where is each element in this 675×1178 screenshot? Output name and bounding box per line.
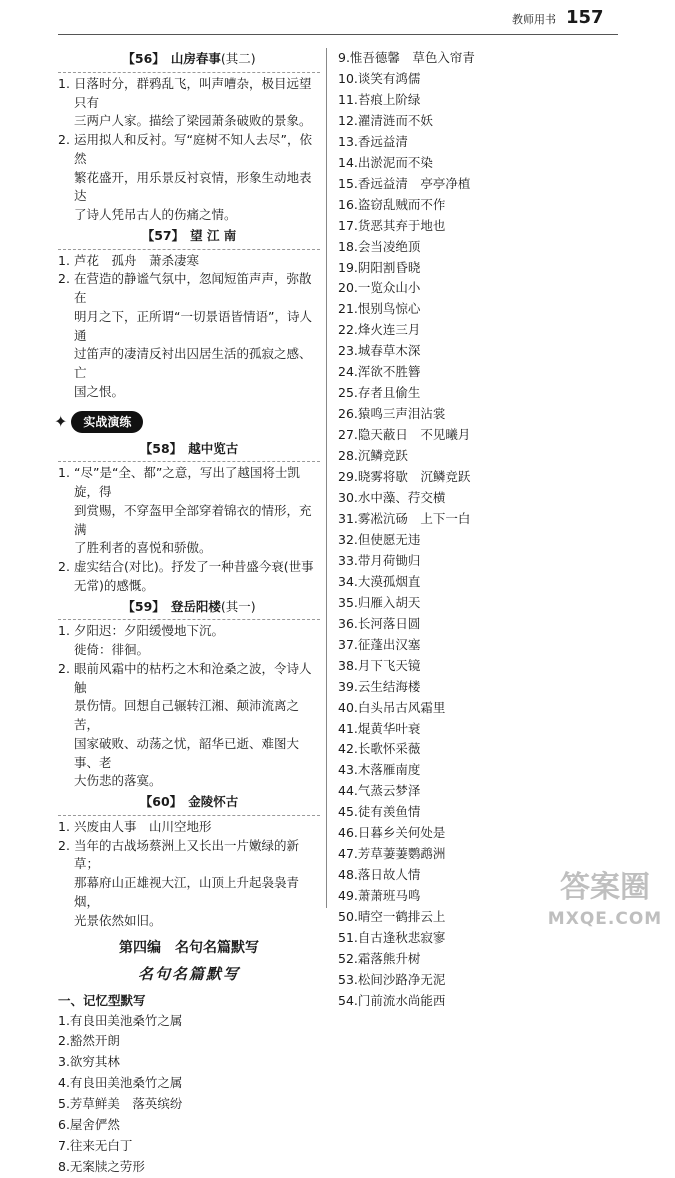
list-item: 20.一览众山小: [338, 280, 421, 296]
section-divider: [58, 815, 320, 816]
list-item: 5.芳草鲜美 落英缤纷: [58, 1096, 183, 1112]
answer-text: 芦花 孤舟 萧杀凄寒: [74, 252, 200, 268]
answer-line: [58, 345, 320, 383]
list-item: 19.阴阳割昏晓: [338, 259, 421, 275]
answer-text: 了胜利者的喜悦和骄傲。: [74, 540, 212, 556]
watermark-text: 答案圈: [560, 870, 650, 905]
answer-text: 虚实结合(对比)。抒发了一种昔盛今衰(世事: [74, 559, 314, 574]
answer-line: [58, 169, 320, 207]
column-divider: [326, 48, 327, 908]
list-item: 3.欲穷其林: [58, 1054, 120, 1070]
answer-text: 当年的古战场蔡洲上又长出一片嫩绿的新草；: [74, 837, 300, 872]
answer-text: 明月之下，正所谓“一切景语皆情语”，诗人通: [74, 308, 312, 343]
banner-label: 实战演练: [71, 411, 143, 433]
answer-line: [58, 112, 320, 131]
list-item: 7.往来无白丁: [58, 1138, 133, 1154]
list-item: 37.征蓬出汉塞: [338, 636, 421, 652]
answer-number: 2.: [58, 271, 70, 287]
answer-text: 到赏赐，不穿盔甲全部穿着锦衣的情形，充满: [74, 502, 312, 537]
list-item: 31.雾凇沆砀 上下一白: [338, 510, 471, 526]
right-column: [338, 48, 598, 1012]
list-item: 13.香远益清: [338, 133, 408, 149]
section-subtitle: (其二): [220, 51, 256, 66]
list-item: 8.无案牍之劳形: [58, 1159, 145, 1175]
answer-number: 1.: [58, 252, 70, 268]
watermark-logo: [540, 870, 670, 946]
answer-text: 三两户人家。描绘了梁园萧条破败的景象。: [74, 113, 312, 129]
list-item: 23.城春草木深: [338, 343, 421, 359]
answer-line: [58, 206, 320, 225]
answer-text: 眼前风霜中的枯朽之木和沧桑之波，令诗人触: [74, 660, 312, 695]
list-item: 21.恨别鸟惊心: [338, 301, 421, 317]
answer-line: [58, 772, 320, 791]
answer-number: 2.: [58, 132, 70, 147]
answer-number: 2.: [58, 837, 70, 853]
banner-mark-icon: ✦: [54, 411, 68, 431]
list-item: 2.豁然开朗: [58, 1033, 120, 1049]
section-title: [58, 50, 320, 69]
list-item: 32.但使愿无违: [338, 531, 421, 547]
section-name: 越中览古: [188, 440, 239, 456]
section-subtitle: (其一): [220, 598, 256, 614]
answer-line: [58, 818, 320, 837]
list-item: 41.焜黄华叶衰: [338, 720, 421, 736]
answer-line: [58, 660, 320, 698]
list-item: 43.木落雁南度: [338, 762, 421, 778]
section-divider: [58, 461, 320, 462]
list-item: 4.有良田美池桑竹之属: [58, 1075, 183, 1091]
section-number: 【57】: [141, 227, 185, 243]
answer-text: 国之恨。: [74, 383, 125, 399]
answer-text: 徙倚：徘徊。: [74, 642, 150, 657]
section-number: 【59】: [122, 598, 165, 614]
answer-line: [58, 837, 320, 875]
section-title: [58, 793, 320, 812]
answer-line: [58, 131, 320, 169]
section-divider: [58, 249, 320, 250]
answer-text: 国家破败、动荡之忧，韶华已逝、难图大事、老: [74, 735, 300, 770]
answer-number: 2.: [58, 660, 70, 676]
header-rule: [58, 34, 618, 35]
list-item: 35.归雁入胡天: [338, 594, 421, 610]
answer-line: [58, 383, 320, 402]
answer-text: 景伤情。回想自己辗转江湘、颠沛流离之苦，: [74, 698, 300, 732]
answer-text: 了诗人凭吊古人的伤痛之情。: [74, 207, 237, 222]
list-item: 17.货恶其弃于地也: [338, 217, 446, 233]
list-item: 26.猿鸣三声泪沾裳: [338, 406, 446, 422]
answer-line: [58, 641, 320, 660]
answer-text: 兴废由人事 山川空地形: [74, 818, 212, 834]
list-item: 11.苔痕上阶绿: [338, 91, 421, 107]
part-title: 第四编 名句名篇默写: [119, 940, 259, 957]
list-item: 53.松间沙路净无泥: [338, 971, 446, 987]
answer-line: [58, 252, 320, 271]
section-number: 【60】: [139, 794, 183, 809]
list-item: 22.烽火连三月: [338, 322, 421, 338]
answer-line: [58, 622, 320, 641]
list-item: 36.长河落日圆: [338, 615, 421, 631]
page-header: [0, 0, 675, 34]
list-item: 18.会当凌绝顶: [338, 238, 421, 254]
list-item: 47.芳草萋萋鹦鹉洲: [338, 846, 446, 862]
list-item: 28.沉鳞竞跃: [338, 448, 408, 464]
section-title: [58, 598, 320, 617]
list-item: 51.自古逢秋悲寂寥: [338, 930, 446, 946]
answer-number: 2.: [58, 559, 70, 574]
list-item: 25.存者且偷生: [338, 385, 421, 401]
list-item: 46.日暮乡关何处是: [338, 825, 446, 841]
answer-line: [58, 912, 320, 931]
answer-line: [58, 735, 320, 773]
section-name: 山房春事: [170, 51, 221, 66]
answer-text: 日落时分，群鸦乱飞，叫声嘈杂，极目远望只有: [74, 75, 312, 110]
answer-line: [58, 464, 320, 502]
list-item: 12.濯清涟而不妖: [338, 112, 433, 128]
answer-line: [58, 874, 320, 912]
subsection-heading: 一、记忆型默写: [58, 992, 146, 1008]
answer-line: [58, 577, 320, 596]
page-number: 157: [566, 7, 604, 28]
watermark-url: MXQE.COM: [547, 909, 663, 929]
answer-text: “尽”是“全、都”之意，写出了越国将士凯旋，得: [74, 465, 300, 499]
answer-text: 无常)的感慨。: [74, 577, 154, 593]
list-item: 42.长歌怀采薇: [338, 741, 421, 757]
left-column: [54, 48, 320, 1178]
list-item: 39.云生结海楼: [338, 678, 421, 694]
answer-text: 过笛声的凄清反衬出囚居生活的孤寂之感、亡: [74, 346, 312, 380]
book-label: 教师用书: [512, 13, 556, 26]
answer-text: 夕阳迟：夕阳缓慢地下沉。: [74, 623, 225, 639]
list-item: 27.隐天蔽日 不见曦月: [338, 427, 471, 443]
list-item: 10.谈笑有鸿儒: [338, 70, 421, 86]
list-item: 45.徒有羡鱼情: [338, 804, 421, 820]
answer-number: 1.: [58, 818, 70, 834]
answer-line: [58, 308, 320, 346]
answer-line: [58, 270, 320, 308]
section-number: 【58】: [139, 440, 183, 456]
list-item: 9.惟吾德馨 草色入帘青: [338, 50, 475, 65]
section-name: 金陵怀古: [188, 794, 239, 809]
list-item: 29.晓雾将歇 沉鳞竞跃: [338, 469, 471, 485]
answer-line: [58, 558, 320, 577]
answer-number: 1.: [58, 623, 70, 639]
section-number: 【56】: [122, 51, 165, 66]
list-item: 40.白头吊古风霜里: [338, 699, 446, 715]
section-name: 望 江 南: [190, 227, 237, 243]
list-item: 54.门前流水尚能西: [338, 992, 446, 1008]
answer-line: [58, 539, 320, 558]
practice-banner: [54, 410, 320, 434]
calligraphy-title: 名句名篇默写: [137, 965, 240, 984]
list-item: 16.盗窃乱贼而不作: [338, 196, 446, 212]
list-item: 44.气蒸云梦泽: [338, 783, 421, 799]
answer-text: 光景依然如旧。: [74, 912, 162, 928]
list-item: 49.萧萧班马鸣: [338, 888, 421, 904]
answer-line: [58, 502, 320, 540]
section-divider: [58, 619, 320, 620]
list-item: 24.浑欲不胜簪: [338, 364, 421, 380]
list-item: 48.落日故人情: [338, 867, 421, 883]
list-item: 38.月下飞天镜: [338, 657, 421, 673]
list-item: 15.香远益清 亭亭净植: [338, 175, 471, 191]
answer-number: 1.: [58, 75, 70, 91]
answer-number: 1.: [58, 465, 70, 481]
answer-line: [58, 697, 320, 735]
list-item: 1.有良田美池桑竹之属: [58, 1012, 183, 1028]
section-name: 登岳阳楼: [170, 598, 221, 614]
answer-text: 那幕府山正雄视大江，山顶上升起袅袅青烟，: [74, 875, 300, 909]
section-title: [58, 227, 320, 246]
list-item: 52.霜落熊升树: [338, 950, 421, 966]
answer-text: 繁花盛开，用乐景反衬哀情，形象生动地表达: [74, 169, 312, 204]
list-item: 30.水中藻、荇交横: [338, 490, 446, 506]
list-item: 34.大漠孤烟直: [338, 573, 421, 589]
answer-line: [58, 75, 320, 113]
answer-text: 大伤悲的落寞。: [74, 773, 162, 789]
list-item: 33.带月荷锄归: [338, 552, 421, 568]
section-divider: [58, 72, 320, 73]
section-title: [58, 440, 320, 459]
answer-text: 在营造的静谧气氛中，忽闻短笛声声，弥散在: [74, 271, 312, 305]
answer-text: 运用拟人和反衬。写“庭树不知人去尽”，依然: [74, 132, 312, 166]
list-item: 50.晴空一鹤排云上: [338, 909, 446, 925]
list-item: 6.屋舍俨然: [58, 1117, 120, 1133]
list-item: 14.出淤泥而不染: [338, 154, 433, 170]
